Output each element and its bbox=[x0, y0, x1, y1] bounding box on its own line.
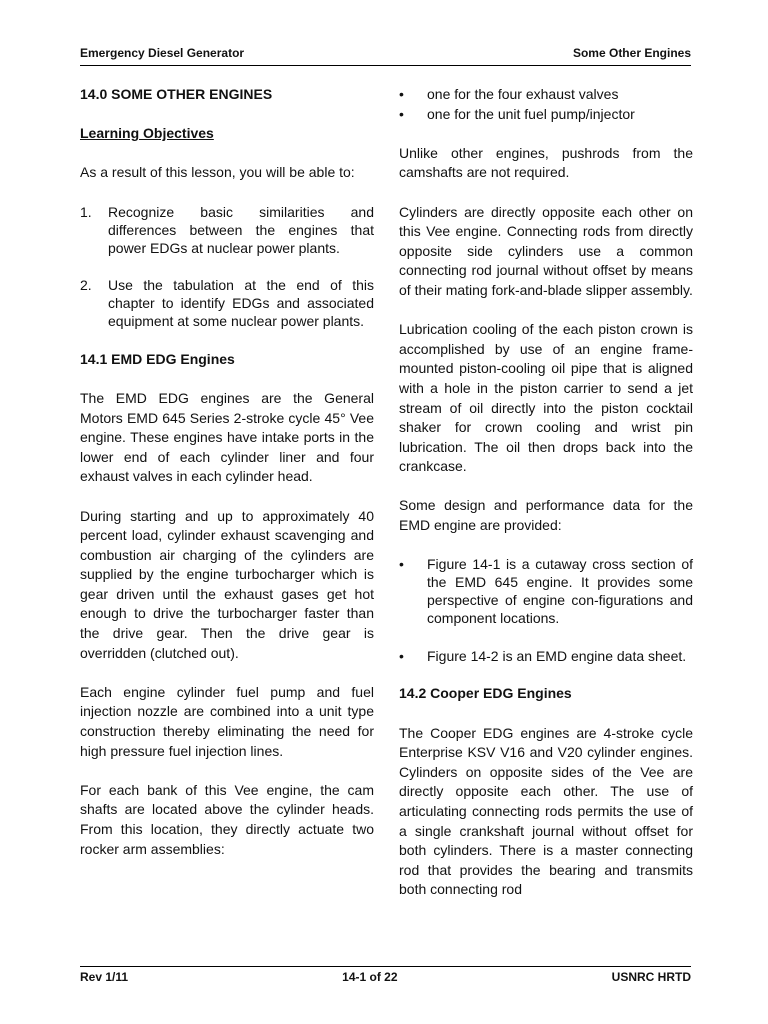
figure-bullets bbox=[399, 555, 693, 665]
paragraph: During starting and up to approximately 40 percent load, cylinder exhaust scavenging and combustion air charging of the cylinders are supplied by the engine turbocharger which is gear driven until the exhaust gases get hot enough to drive the turbocharger faster than the drive gear. Then the drive gear is overridden (clutched out). bbox=[80, 507, 374, 661]
paragraph: The Cooper EDG engines are 4-stroke cycle Enterprise KSV V16 and V20 cylinder engines. Cylinders on opposite sides of the Vee are directly opposite each other. The use of articulating connecting rods permits the use of a single crankshaft journal without offset for both cylinders. There is a master connecting rod that provides the bearing and transmits both connecting rod bbox=[399, 724, 693, 898]
bullet-text: Figure 14-1 is a cutaway cross section of the EMD 645 engine. It provides some perspective of engine con-figurations and component locations. bbox=[427, 556, 693, 627]
bullet-item bbox=[399, 555, 693, 627]
objective-item bbox=[80, 203, 374, 257]
paragraph: For each bank of this Vee engine, the cam shafts are located above the cylinder heads. From this location, they directly actuate two rocker arm assemblies: bbox=[80, 781, 374, 857]
footer-revision: Rev 1/11 bbox=[80, 970, 129, 984]
objective-text: Recognize basic similarities and differences between the engines that power EDGs at nuclear power plants. bbox=[108, 203, 374, 256]
rocker-arm-bullets bbox=[399, 85, 693, 124]
bullet-item bbox=[399, 647, 693, 665]
header-chapter-title: Some Other Engines bbox=[572, 46, 691, 60]
right-column bbox=[399, 85, 693, 920]
bullet-item bbox=[399, 105, 693, 125]
objective-text: Use the tabulation at the end of this chapter to identify EDGs and associated equipment at some nuclear power plants. bbox=[108, 277, 374, 330]
paragraph: Unlike other engines, pushrods from the camshafts are not required. bbox=[399, 144, 693, 181]
objectives-list bbox=[80, 203, 374, 331]
objectives-intro: As a result of this lesson, you will be able to: bbox=[80, 164, 355, 181]
bullet-item bbox=[399, 85, 693, 105]
paragraph: Each engine cylinder fuel pump and fuel injection nozzle are combined into a unit type construction thereby eliminating the need for high pressure fuel injection lines. bbox=[80, 683, 374, 759]
bullet-text: one for the four exhaust valves bbox=[427, 86, 619, 102]
paragraph: Lubrication cooling of the each piston crown is accomplished by use of an engine frame-mounted piston-cooling oil pipe that is aligned with a hole in the piston carrier to send a jet stream of oil directly into the piston cocktail shaker for crown cooling and wrist pin lubrication. The oil then drops back into the crankcase. bbox=[399, 321, 693, 475]
objective-item bbox=[80, 276, 374, 330]
footer-rule bbox=[80, 966, 691, 967]
objective-number: 2. bbox=[80, 277, 92, 294]
paragraph: The EMD EDG engines are the General Motors EMD 645 Series 2-stroke cycle 45° Vee engine. These engines have intake ports in the lower end of each cylinder liner and four exhaust valves in each cylinder head. bbox=[80, 389, 374, 485]
section-14-2-heading: 14.2 Cooper EDG Engines bbox=[399, 685, 572, 702]
bullet-text: Figure 14-2 is an EMD engine data sheet. bbox=[427, 647, 687, 664]
section-14-1-heading: 14.1 EMD EDG Engines bbox=[80, 350, 235, 367]
left-column bbox=[80, 85, 374, 879]
header-rule bbox=[80, 65, 691, 66]
bullet-text: one for the unit fuel pump/injector bbox=[427, 105, 635, 122]
page-footer bbox=[80, 970, 691, 984]
header-doc-title: Emergency Diesel Generator bbox=[80, 46, 245, 60]
paragraph: Some design and performance data for the EMD engine are provided: bbox=[399, 497, 693, 534]
objective-number: 1. bbox=[80, 203, 92, 220]
bullet-icon: • bbox=[399, 86, 404, 102]
footer-organization: USNRC HRTD bbox=[611, 970, 691, 984]
bullet-icon: • bbox=[399, 647, 404, 664]
chapter-title: 14.0 SOME OTHER ENGINES bbox=[80, 86, 273, 102]
footer-page-number: 14-1 of 22 bbox=[342, 970, 398, 984]
bullet-icon: • bbox=[399, 105, 404, 122]
objectives-heading: Learning Objectives bbox=[80, 125, 214, 142]
paragraph: Cylinders are directly opposite each other on this Vee engine. Connecting rods from directly opposite side cylinders use a common connecting rod journal without offset by means of their mating fork-and-blade slipper assembly. bbox=[399, 203, 693, 298]
page-header bbox=[80, 46, 691, 60]
bullet-icon: • bbox=[399, 556, 404, 573]
